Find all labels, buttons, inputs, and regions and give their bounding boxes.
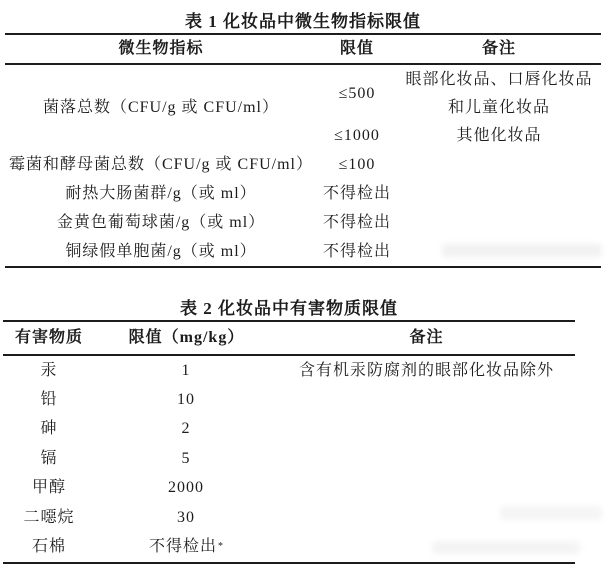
table-row <box>5 208 601 237</box>
limit-value: 5 <box>181 449 191 467</box>
substance-cell: 铅 <box>40 391 58 409</box>
substance-cell: 二噁烷 <box>23 508 75 526</box>
limit-value: 10 <box>177 391 195 409</box>
limit-cell <box>95 415 278 444</box>
table1 <box>5 33 601 268</box>
substance-cell: 石棉 <box>31 538 66 556</box>
limit-cell <box>95 356 278 385</box>
remark-cell <box>397 150 601 179</box>
limit-cell: 不得检出 <box>322 242 391 260</box>
table2-header-limit: 限值（mg/kg） <box>128 329 245 346</box>
limit-cell <box>95 385 278 414</box>
limit-cell: 不得检出 <box>322 184 391 202</box>
limit-cell: 不得检出 <box>322 213 391 231</box>
table2 <box>3 320 575 564</box>
indicator-cell: 耐热大肠菌群/g（或 ml） <box>65 184 257 202</box>
table-row <box>3 385 575 414</box>
table-row <box>5 150 601 179</box>
limit-value: 30 <box>177 508 195 526</box>
remark-cell <box>278 474 575 503</box>
limit-cell: ≤1000 <box>334 127 380 144</box>
table1-title: 表 1 化妆品中微生物指标限值 <box>185 12 421 31</box>
limit-cell: ≤100 <box>338 155 376 173</box>
table1-header-limit: 限值 <box>339 40 374 57</box>
watermark-smudge <box>500 506 602 520</box>
table2-header-remark: 备注 <box>409 329 444 346</box>
table2-header-substance: 有害物质 <box>14 329 83 346</box>
substance-cell: 镉 <box>40 449 58 467</box>
limit-value: 1 <box>181 361 191 379</box>
substance-cell: 甲醇 <box>31 479 66 497</box>
remark-cell <box>397 208 601 237</box>
watermark-smudge <box>432 541 580 554</box>
limit-cell: ≤500 <box>338 84 376 102</box>
remark-cell <box>278 415 575 444</box>
table-row <box>3 503 575 532</box>
watermark-smudge <box>442 244 602 257</box>
indicator-cell: 金黄色葡萄球菌/g（或 ml） <box>56 213 266 231</box>
table2-header-row <box>3 322 575 356</box>
table1-header-indicator: 微生物指标 <box>118 40 204 57</box>
indicator-cell: 铜绿假单胞菌/g（或 ml） <box>65 242 257 260</box>
substance-cell: 砷 <box>40 420 58 438</box>
remark-cell <box>397 179 601 208</box>
limit-cell <box>95 503 278 532</box>
remark-cell: 眼部化妆品、口唇化妆品和儿童化妆品 <box>405 70 593 116</box>
table-row <box>3 444 575 473</box>
remark-cell: 其他化妆品 <box>456 127 542 144</box>
table1-header-remark: 备注 <box>481 40 516 57</box>
remark-cell: 含有机汞防腐剂的眼部化妆品除外 <box>298 361 554 379</box>
table-row <box>3 356 575 385</box>
remark-cell <box>278 385 575 414</box>
table-row <box>3 474 575 503</box>
limit-value: 2 <box>181 420 191 438</box>
table-row <box>3 415 575 444</box>
limit-cell <box>95 444 278 473</box>
table-row <box>5 65 601 150</box>
indicator-cell: 菌落总数（CFU/g 或 CFU/ml） <box>42 98 280 116</box>
substance-cell: 汞 <box>40 361 58 379</box>
limit-cell <box>95 474 278 503</box>
table-row <box>5 179 601 208</box>
indicator-cell: 霉菌和酵母菌总数（CFU/g 或 CFU/ml） <box>8 155 314 173</box>
table1-header-row <box>5 35 601 65</box>
table2-title: 表 2 化妆品中有害物质限值 <box>180 299 398 318</box>
limit-value: 不得检出 <box>148 538 217 556</box>
remark-cell <box>278 444 575 473</box>
limit-cell: 不得检出 * <box>95 532 278 561</box>
limit-value: 2000 <box>168 479 204 497</box>
